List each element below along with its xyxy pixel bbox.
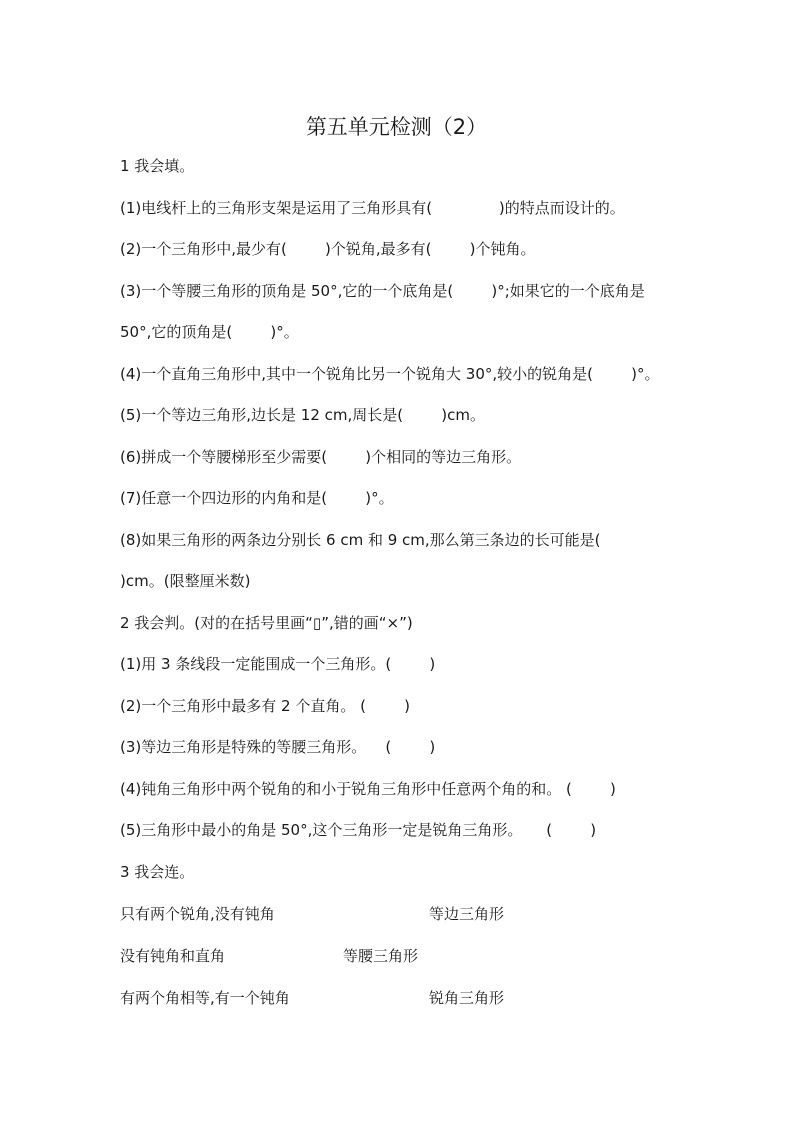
judge-item-1: (1)用 3 条线段一定能围成一个三角形。( ) [120, 655, 436, 673]
section-1-heading: 1 我会填。 [120, 157, 195, 175]
judge-item-4: (4)钝角三角形中两个锐角的和小于锐角三角形中任意两个角的和。 ( ) [120, 780, 616, 798]
page-title: 第五单元检测（2） [305, 115, 488, 139]
judge-item-5: (5)三角形中最小的角是 50°,这个三角形一定是锐角三角形。 ( ) [120, 821, 597, 839]
section-2-heading: 2 我会判。(对的在括号里画“▯”,错的画“×”) [120, 614, 413, 632]
fill-item-8: (8)如果三角形的两条边分别长 6 cm 和 9 cm,那么第三条边的长可能是( [120, 531, 601, 549]
fill-item-1: (1)电线杆上的三角形支架是运用了三角形具有( )的特点而设计的。 [120, 199, 625, 217]
fill-item-3-continued: 50°,它的顶角是( )°。 [120, 323, 299, 341]
match-left-2: 没有钝角和直角 [120, 947, 226, 965]
match-left-1: 只有两个锐角,没有钝角 [120, 905, 275, 923]
judge-item-2: (2)一个三角形中最多有 2 个直角。 ( ) [120, 697, 410, 715]
match-right-3: 锐角三角形 [429, 989, 505, 1007]
section-3-heading: 3 我会连。 [120, 863, 195, 881]
fill-item-8-continued: )cm。(限整厘米数) [120, 572, 251, 590]
fill-item-5: (5)一个等边三角形,边长是 12 cm,周长是( )cm。 [120, 406, 485, 424]
match-right-1: 等边三角形 [429, 905, 505, 923]
fill-item-3: (3)一个等腰三角形的顶角是 50°,它的一个底角是( )°;如果它的一个底角是 [120, 282, 645, 300]
fill-item-7: (7)任意一个四边形的内角和是( )°。 [120, 489, 394, 507]
match-left-3: 有两个角相等,有一个钝角 [120, 989, 290, 1007]
match-right-2: 等腰三角形 [343, 947, 419, 965]
fill-item-6: (6)拼成一个等腰梯形至少需要( )个相同的等边三角形。 [120, 448, 522, 466]
fill-item-2: (2)一个三角形中,最少有( )个锐角,最多有( )个钝角。 [120, 240, 536, 258]
judge-item-3: (3)等边三角形是特殊的等腰三角形。 ( ) [120, 738, 436, 756]
fill-item-4: (4)一个直角三角形中,其中一个锐角比另一个锐角大 30°,较小的锐角是( )°。 [120, 365, 660, 383]
